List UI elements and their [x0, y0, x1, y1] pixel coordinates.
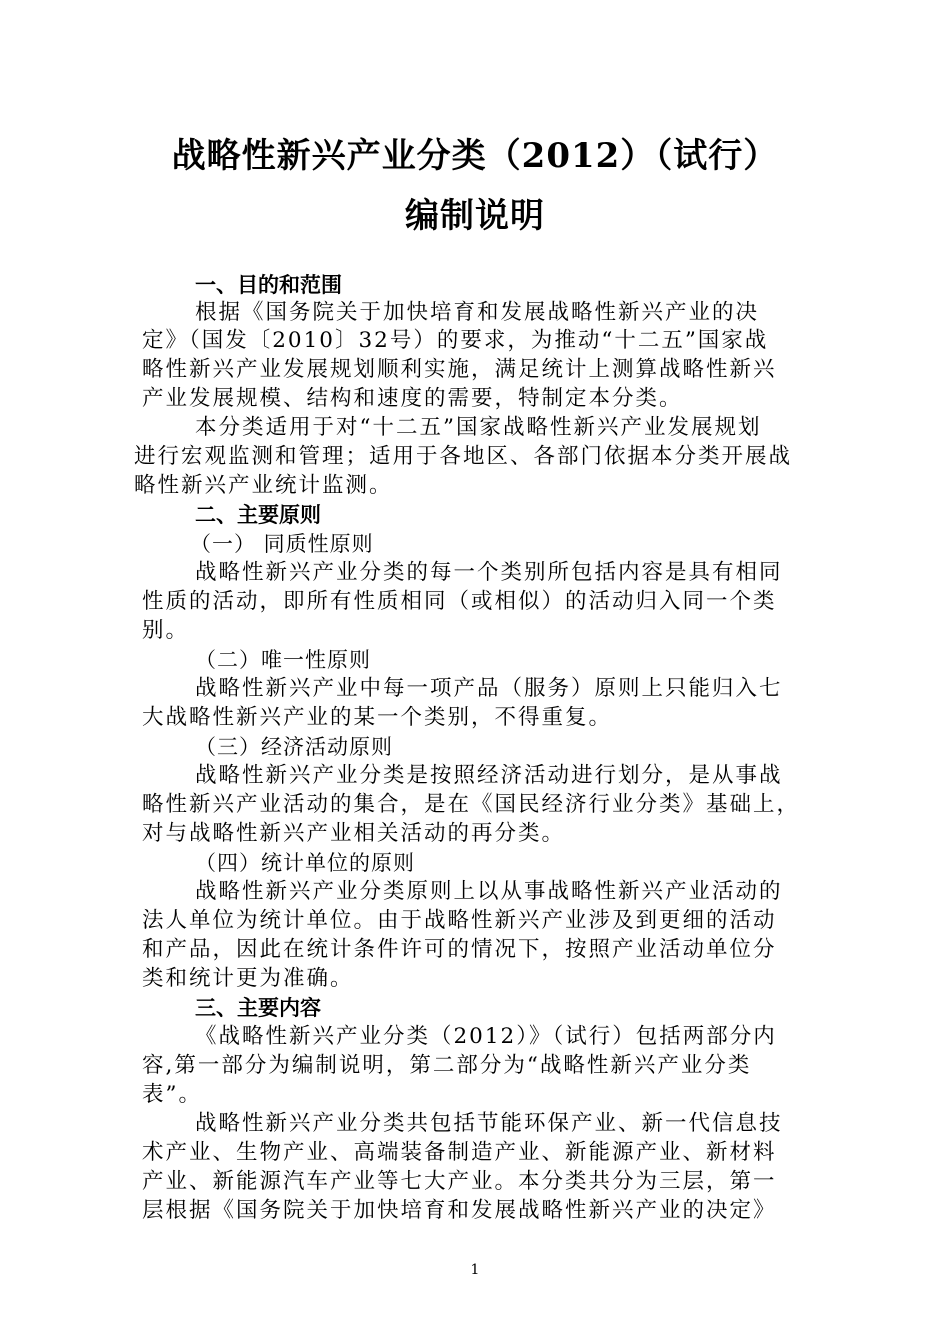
principle-title-homogeneity: （一） 同质性原则: [190, 532, 374, 556]
paragraph-line: 略性新兴产业活动的集合，是在《国民经济行业分类》基础上，: [142, 792, 801, 817]
paragraph-line: 和产品，因此在统计条件许可的情况下，按照产业活动单位分: [142, 937, 777, 962]
paragraph-line: 战略性新兴产业分类共包括节能环保产业、新一代信息技: [195, 1111, 783, 1136]
paragraph-line: 产业、新能源汽车产业等七大产业。本分类共分为三层，第一: [142, 1169, 777, 1194]
paragraph-line: 容,第一部分为编制说明，第二部分为“战略性新兴产业分类: [142, 1053, 752, 1078]
paragraph-line: 产业发展规模、结构和速度的需要，特制定本分类。: [142, 386, 683, 411]
paragraph-line: 略性新兴产业发展规划顺利实施，满足统计上测算战略性新兴: [142, 357, 777, 382]
paragraph-line: 术产业、生物产业、高端装备制造产业、新能源产业、新材料: [142, 1140, 777, 1165]
paragraph-line: 类和统计更为准确。: [142, 966, 354, 991]
paragraph-line: 略性新兴产业统计监测。: [134, 473, 393, 498]
document-title: 战略性新兴产业分类（2012）（试行）: [171, 136, 779, 176]
paragraph-line: 别。: [142, 618, 190, 643]
paragraph-line: 层根据《国务院关于加快培育和发展战略性新兴产业的决定》: [142, 1198, 777, 1223]
principle-title-statistical-unit: （四）统计单位的原则: [195, 851, 415, 875]
paragraph-line: 本分类适用于对“十二五”国家战略性新兴产业发展规划: [195, 415, 762, 440]
paragraph-line: 战略性新兴产业中每一项产品（服务）原则上只能归入七: [195, 676, 783, 701]
paragraph-line: 战略性新兴产业分类是按照经济活动进行划分，是从事战: [195, 763, 783, 788]
section-heading-principles: 二、主要原则: [195, 503, 321, 527]
paragraph-line: 表”。: [142, 1082, 202, 1107]
paragraph-line: 对与战略性新兴产业相关活动的再分类。: [142, 821, 566, 846]
section-heading-main-content: 三、主要内容: [195, 996, 321, 1020]
paragraph-line: 战略性新兴产业分类的每一个类别所包括内容是具有相同: [195, 560, 783, 585]
principle-title-economic-activity: （三）经济活动原则: [195, 735, 393, 759]
paragraph-line: 法人单位为统计单位。由于战略性新兴产业涉及到更细的活动: [142, 908, 777, 933]
document-subtitle: 编制说明: [405, 196, 545, 236]
principle-title-uniqueness: （二）唯一性原则: [195, 648, 371, 672]
paragraph-line: 大战略性新兴产业的某一个类别，不得重复。: [142, 705, 613, 730]
paragraph-line: 进行宏观监测和管理；适用于各地区、各部门依据本分类开展战: [134, 444, 793, 469]
paragraph-line: 性质的活动，即所有性质相同（或相似）的活动归入同一个类: [142, 589, 777, 614]
paragraph-line: 定》（国发〔2010〕32号）的要求，为推动“十二五”国家战: [142, 328, 769, 353]
paragraph-line: 战略性新兴产业分类原则上以从事战略性新兴产业活动的: [195, 879, 783, 904]
paragraph-line: 根据《国务院关于加快培育和发展战略性新兴产业的决: [195, 300, 760, 325]
paragraph-line: 《战略性新兴产业分类（2012）》（试行）包括两部分内: [195, 1024, 777, 1049]
page-number: 1: [470, 1262, 480, 1278]
section-heading-purpose: 一、目的和范围: [195, 273, 342, 297]
